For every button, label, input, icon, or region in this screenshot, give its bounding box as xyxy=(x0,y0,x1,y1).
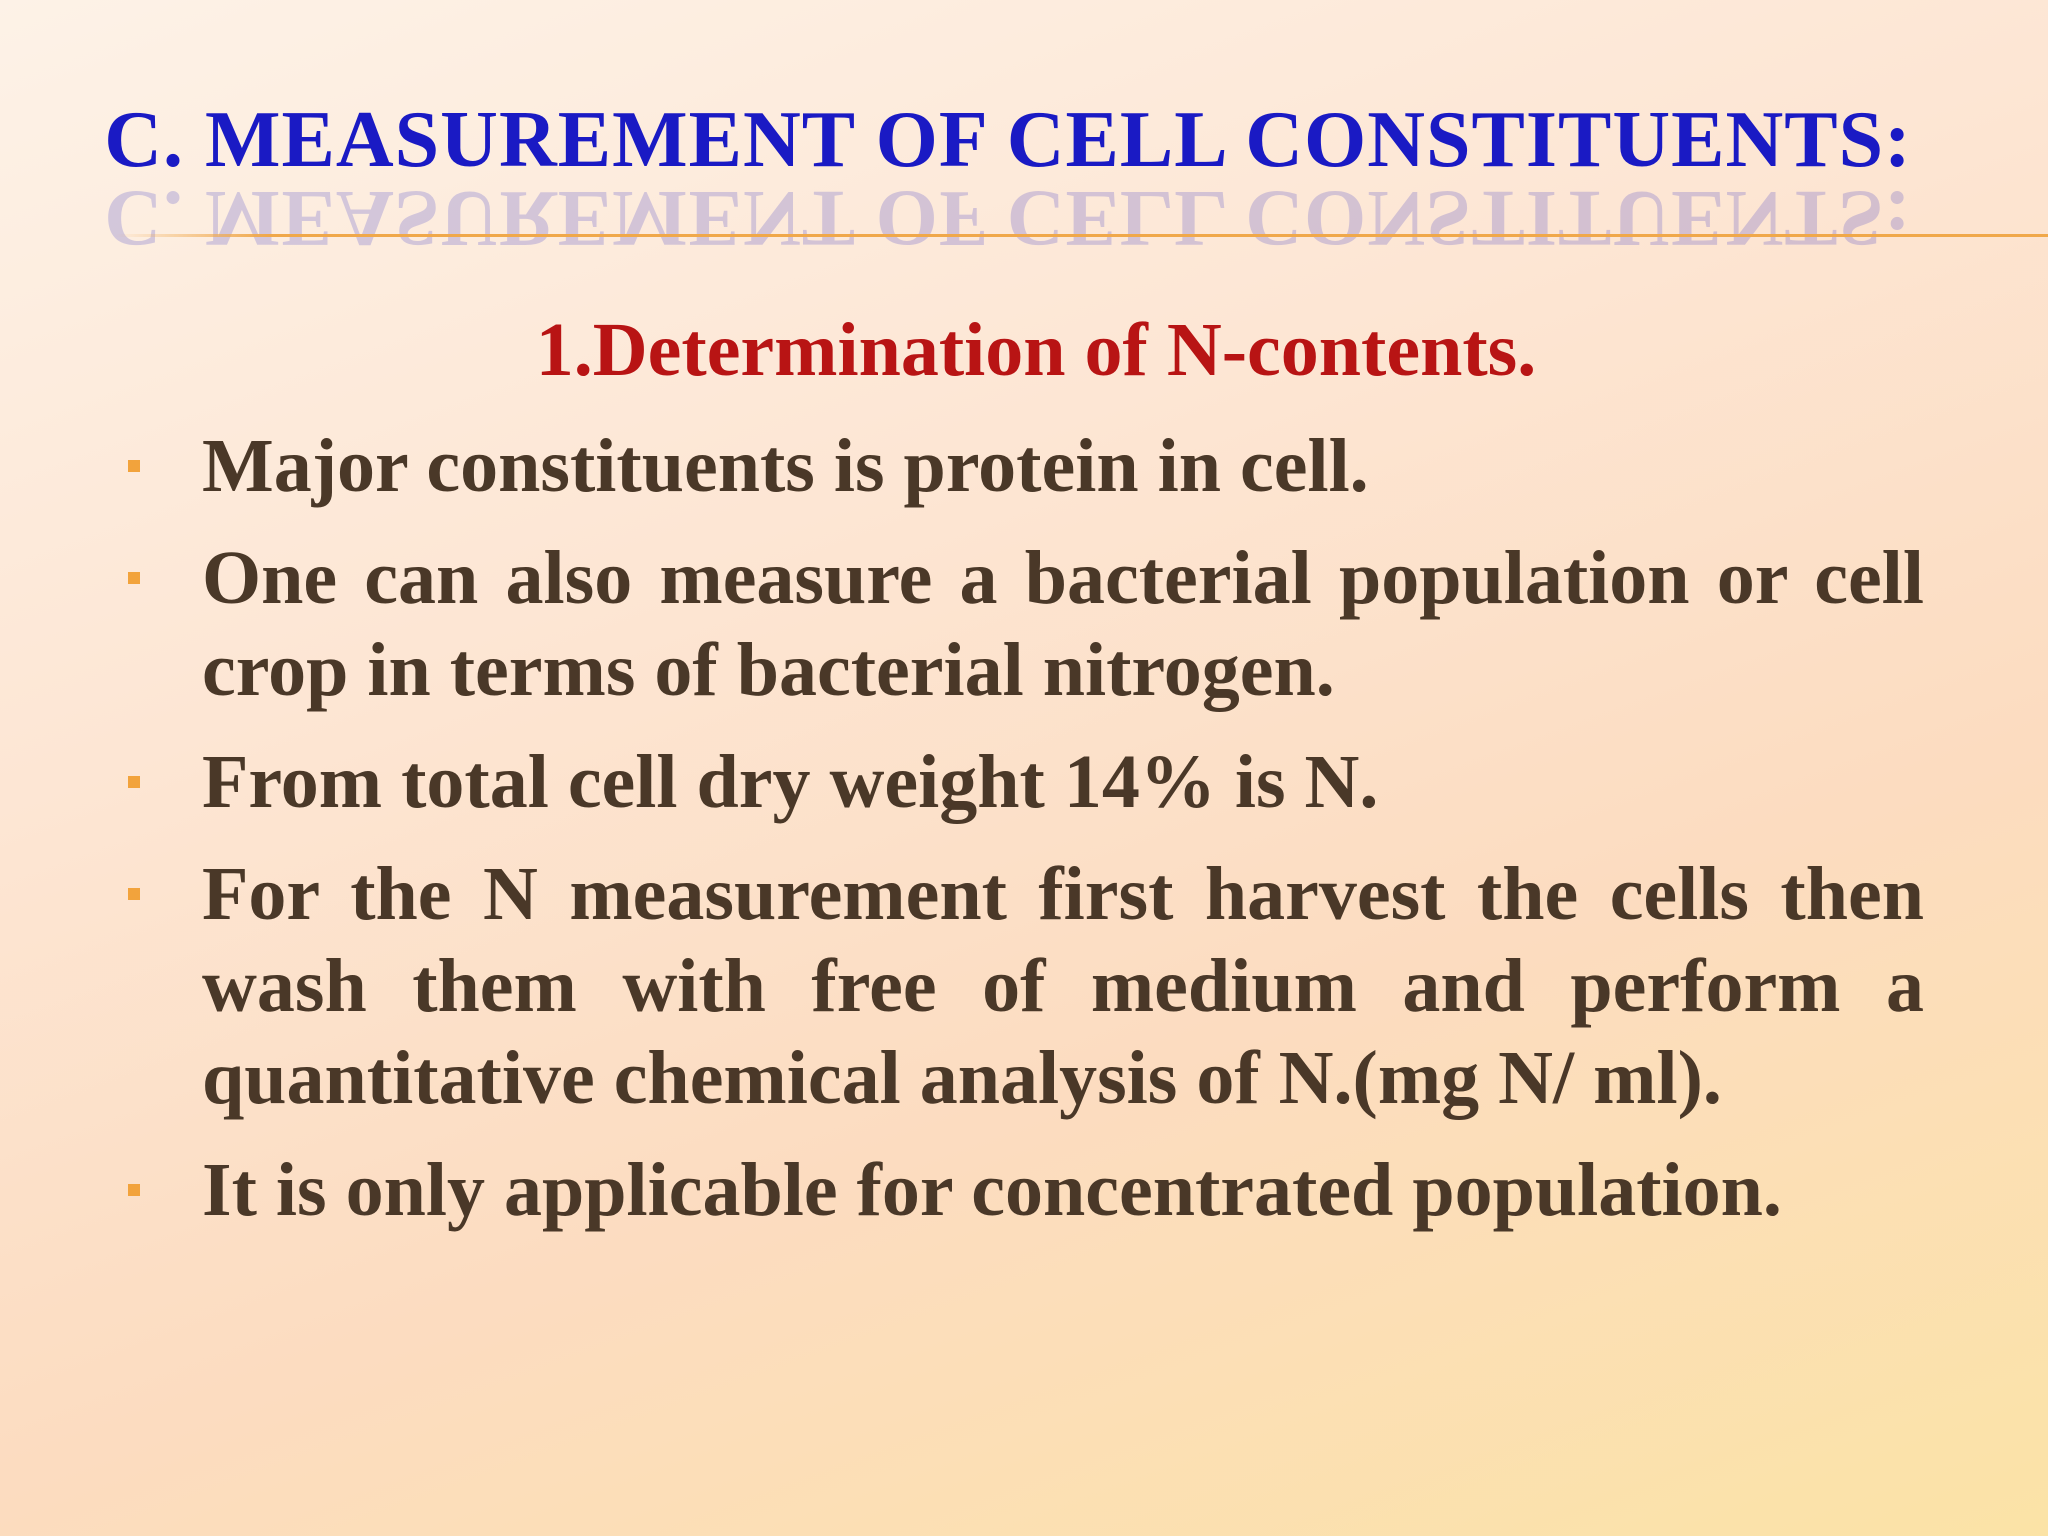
title-reflection xyxy=(0,174,2048,262)
title-reflection-text: C. MEASUREMENT OF CELL CONSTITUENTS: xyxy=(104,174,1912,262)
bullet-text: From total cell dry weight 14% is N. xyxy=(202,740,1379,824)
subheading: 1.Determination of N-contents. xyxy=(535,308,1537,392)
bullet-text: Major constituents is protein in cell. xyxy=(202,424,1369,508)
bullet-list xyxy=(118,420,1924,1256)
bullet-item xyxy=(118,848,1924,1124)
square-bullet-icon xyxy=(128,776,140,788)
bullet-item xyxy=(118,420,1924,512)
bullet-item xyxy=(118,532,1924,716)
square-bullet-icon xyxy=(128,1184,140,1196)
title-divider xyxy=(115,234,2048,237)
square-bullet-icon xyxy=(128,888,140,900)
bullet-text: For the N measurement first harvest the cells then wash them with free of medium and perform a quantitative chemical analysis of N.(mg N/ ml). xyxy=(202,852,1924,1120)
bullet-item xyxy=(118,1144,1924,1236)
bullet-text: It is only applicable for concentrated population. xyxy=(202,1148,1782,1232)
bullet-text: One can also measure a bacterial population or cell crop in terms of bacterial nitrogen. xyxy=(202,536,1924,712)
title-container xyxy=(0,96,2048,184)
square-bullet-icon xyxy=(128,460,140,472)
bullet-item xyxy=(118,736,1924,828)
square-bullet-icon xyxy=(128,572,140,584)
slide-title: C. MEASUREMENT OF CELL CONSTITUENTS: xyxy=(104,96,1912,184)
